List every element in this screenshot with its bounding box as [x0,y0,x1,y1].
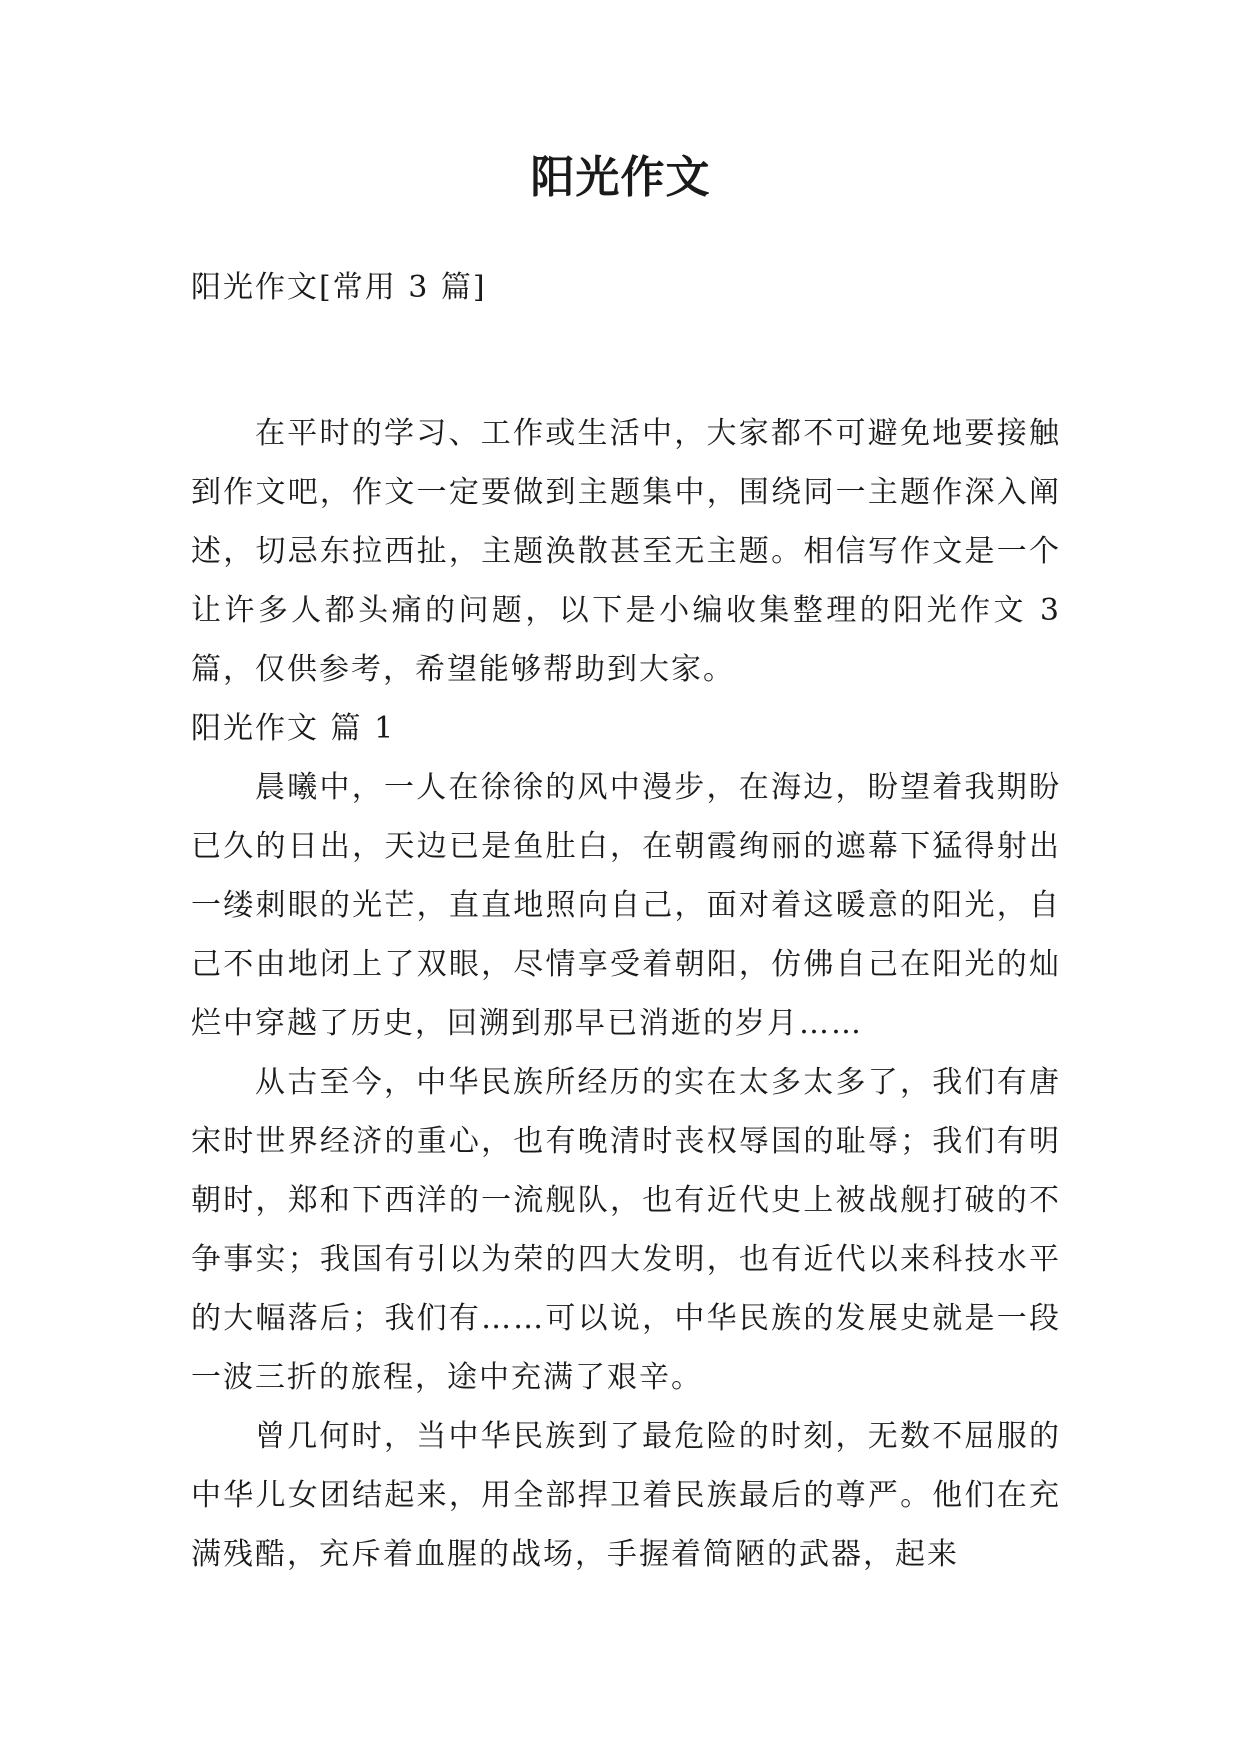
intro-paragraph: 在平时的学习、工作或生活中，大家都不可避免地要接触到作文吧，作文一定要做到主题集中，围绕同一主题作深入阐述，切忌东拉西扯，主题涣散甚至无主题。相信写作文是一个让许多人都头痛的问题，以下是小编收集整理的阳光作文 3 篇，仅供参考，希望能够帮助到大家。 [191,416,1061,687]
document-title: 阳光作文 [530,152,711,203]
document-subtitle: 阳光作文[常用 3 篇] [191,270,487,305]
document-body [191,404,1061,1584]
body-paragraph: 晨曦中，一人在徐徐的风中漫步，在海边，盼望着我期盼已久的日出，天边已是鱼肚白，在朝霞绚丽的遮幕下猛得射出一缕刺眼的光芒，直直地照向自己，面对着这暖意的阳光，自己不由地闭上了双眼，尽情享受着朝阳，仿佛自己在阳光的灿烂中穿越了历史，回溯到那早已消逝的岁月…… [191,770,1061,1041]
body-paragraph: 曾几何时，当中华民族到了最危险的时刻，无数不屈服的中华儿女团结起来，用全部捍卫着民族最后的尊严。他们在充满残酷，充斥着血腥的战场，手握着简陋的武器，起来 [191,1419,1061,1572]
body-paragraph: 从古至今，中华民族所经历的实在太多太多了，我们有唐宋时世界经济的重心，也有晚清时丧权辱国的耻辱；我们有明朝时，郑和下西洋的一流舰队，也有近代史上被战舰打破的不争事实；我国有引以为荣的四大发明，也有近代以来科技水平的大幅落后；我们有……可以说，中华民族的发展史就是一段一波三折的旅程，途中充满了艰辛。 [191,1065,1061,1395]
section-heading: 阳光作文 篇 1 [191,711,396,746]
